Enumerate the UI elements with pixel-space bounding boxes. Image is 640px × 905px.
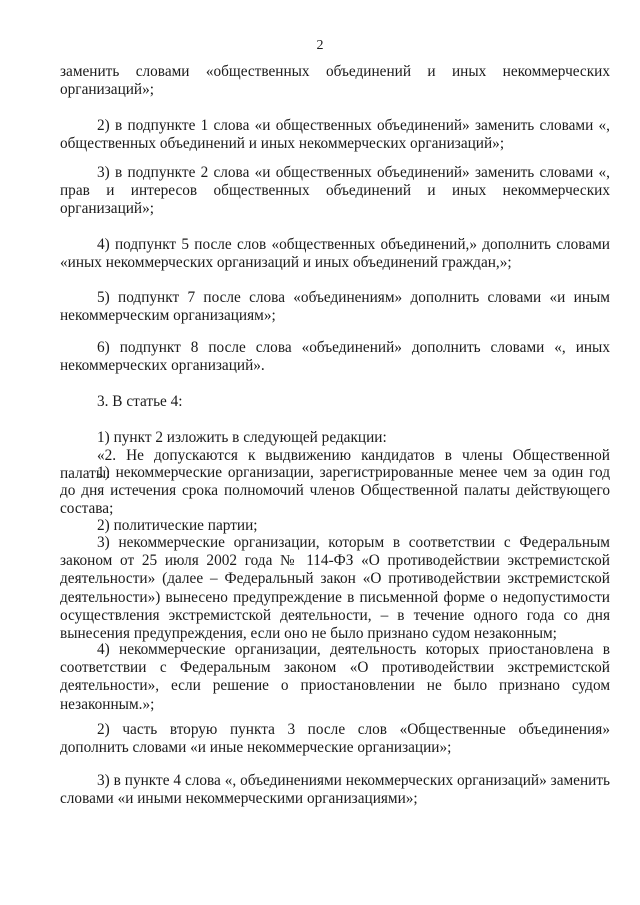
paragraph-item-5: 5) подпункт 7 после слова «объединениям» дополнить словами «и иным некоммерческим организациям»; bbox=[60, 289, 610, 325]
paragraph-item-6: 6) подпункт 8 после слова «объединений» дополнить словами «, иных некоммерческих организаций». bbox=[60, 339, 610, 375]
paragraph-subitem-4: 4) некоммерческие организации, деятельность которых приостановлена в соответствии с Федеральным законом «О противодействии экстремистской деятельности», если решение о приостановлении не было признано судом незаконным.»; bbox=[60, 641, 610, 713]
page-number: 2 bbox=[316, 38, 324, 53]
paragraph-point-2-intro: 1) пункт 2 изложить в следующей редакции: bbox=[97, 429, 387, 446]
paragraph-item-2: 2) в подпункте 1 слова «и общественных объединений» заменить словами «, общественных объединений и иных некоммерческих организаций»; bbox=[60, 117, 610, 153]
paragraph-item-3: 3) в подпункте 2 слова «и общественных объединений» заменить словами «, прав и интересов общественных объединений и иных некоммерческих организаций»; bbox=[60, 164, 610, 218]
section-heading-article-4: 3. В статье 4: bbox=[97, 393, 183, 410]
paragraph-quote-start: «2. Не допускаются к выдвижению кандидатов в члены Общественной палаты: bbox=[60, 447, 610, 483]
paragraph-subitem-3: 3) некоммерческие организации, которым в соответствии с Федеральным законом от 25 июля 2002 года № 114-ФЗ «О противодействии экстремистской деятельности» (далее – Федеральный закон «О противодействии экстремистской деятельности») вынесено предупреждение в письменной форме о недопустимости осуществления экстремистской деятельности, – в течение одного года со дня вынесения предупреждения, если оно не было признано судом незаконным; bbox=[60, 534, 610, 643]
paragraph-continuation: заменить словами «общественных объединений и иных некоммерческих организаций»; bbox=[60, 63, 610, 99]
paragraph-item-4: 4) подпункт 5 после слов «общественных объединений,» дополнить словами «иных некоммерческих организаций и иных объединений граждан,»; bbox=[60, 236, 610, 272]
paragraph-subitem-2: 2) политические партии; bbox=[97, 517, 258, 534]
paragraph-point-2-part-2: 2) часть вторую пункта 3 после слов «Общественные объединения» дополнить словами «и иные некоммерческие организации»; bbox=[60, 721, 610, 757]
paragraph-point-3: 3) в пункте 4 слова «, объединениями некоммерческих организаций» заменить словами «и иными некоммерческими организациями»; bbox=[60, 772, 610, 808]
paragraph-subitem-1: 1) некоммерческие организации, зарегистрированные менее чем за один год до дня истечения срока полномочий членов Общественной палаты действующего состава; bbox=[60, 464, 610, 518]
